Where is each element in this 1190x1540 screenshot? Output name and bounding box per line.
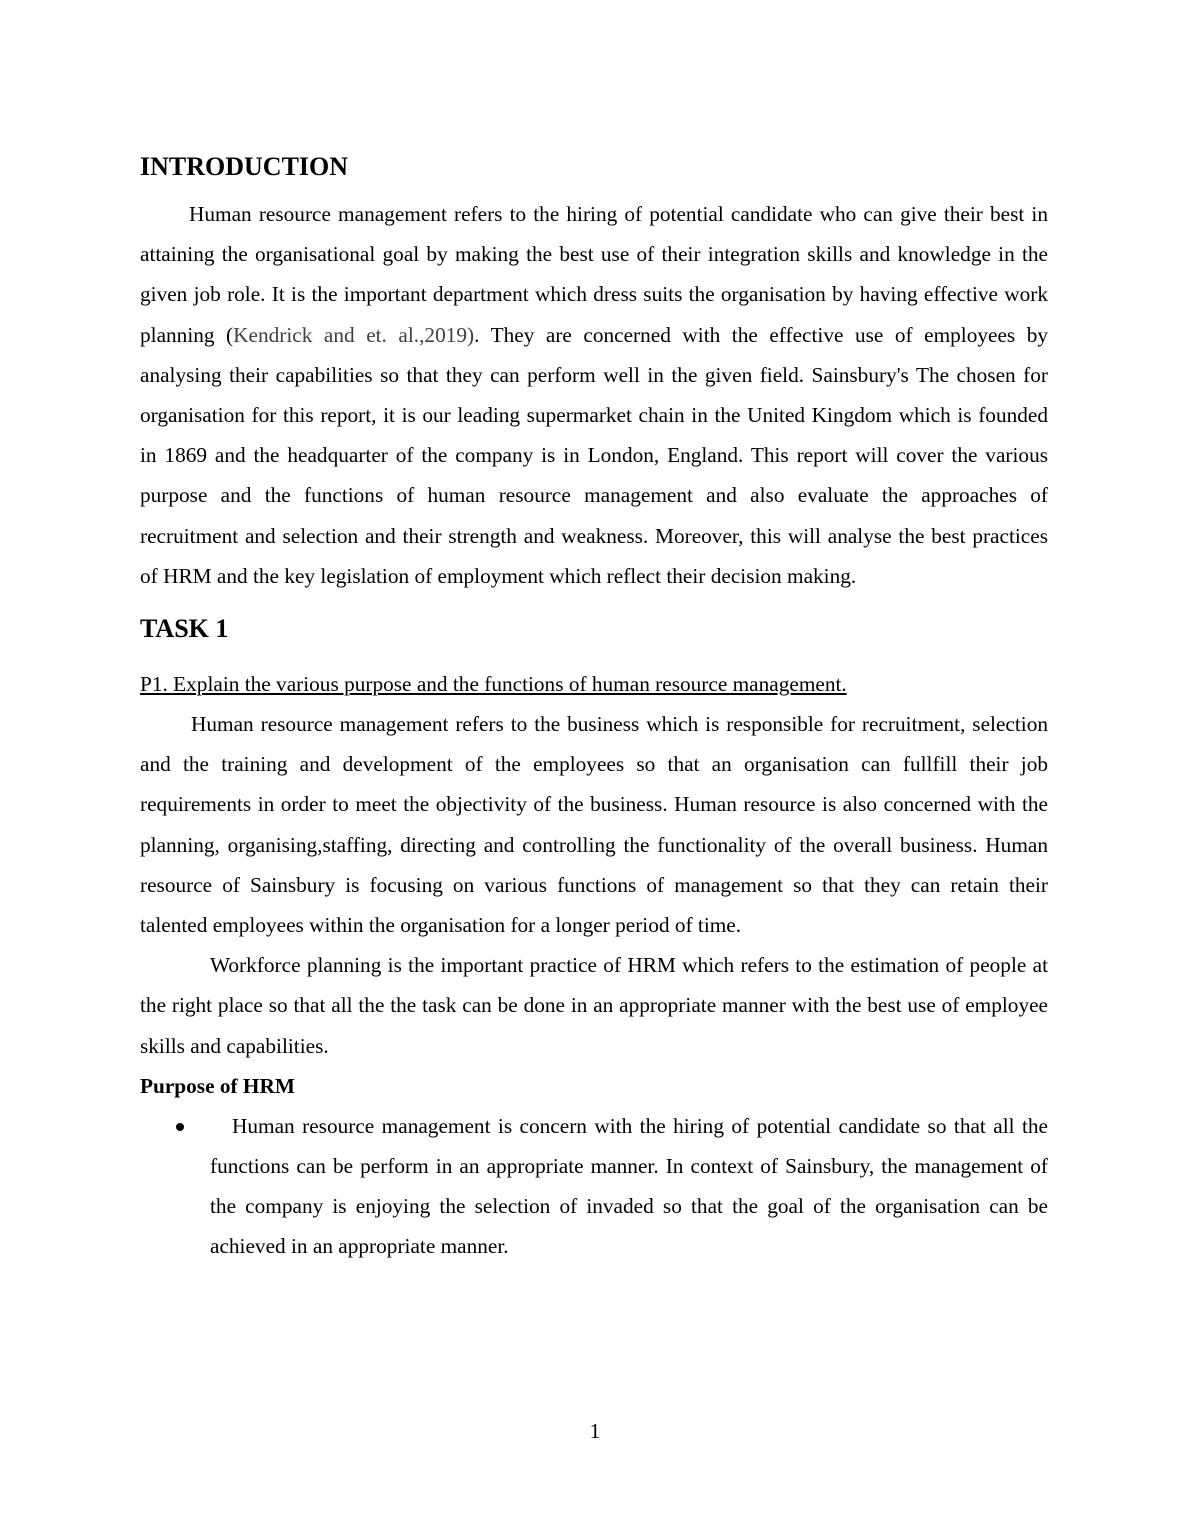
list-item — [140, 1106, 1048, 1267]
introduction-paragraph — [140, 194, 1048, 596]
bullet-icon — [176, 1123, 184, 1131]
introduction-heading: INTRODUCTION — [140, 152, 349, 181]
introduction-text-part1: Human resource management refers to the hiring of potential candidate who can give their best in attaining the organisational goal by making the best use of their integration skills and knowledge in the given job role. It is the important department which dress suits the organisation by having effective work planning ( — [140, 202, 1048, 347]
bullet-text: Human resource management is concern with the hiring of potential candidate so that all the functions can be perform in an appropriate manner. In context of Sainsbury, the management of the company is enjoying the selection of invaded so that the goal of the organisation can be achieved in an appropriate manner. — [210, 1113, 1048, 1259]
purpose-of-hrm-label: Purpose of HRM — [140, 1073, 295, 1098]
task1-heading: TASK 1 — [140, 614, 229, 644]
task1-subheading: P1. Explain the various purpose and the functions of human resource management. — [140, 672, 847, 697]
page-number: 1 — [589, 1419, 601, 1443]
citation: Kendrick and et. al.,2019) — [233, 322, 475, 347]
task1-paragraph-2: Workforce planning is the important practice of HRM which refers to the estimation of people at the right place so that all the the task can be done in an appropriate manner with the best use of employee skills and capabilities. — [140, 953, 1048, 1058]
page-content — [140, 148, 1048, 1267]
task1-paragraph-1: Human resource management refers to the business which is responsible for recruitment, selection and the training and development of the employees so that an organisation can fullfill their job requirements in order to meet the objectivity of the business. Human resource is also concerned with the planning, organising,staffing, directing and controlling the functionality of the overall business. Human resource of Sainsbury is focusing on various functions of management so that they can retain their talented employees within the organisation for a longer period of time. — [140, 712, 1048, 938]
introduction-text-part2: . They are concerned with the effective use of employees by analysing their capabilities so that they can perform well in the given field. Sainsbury's The chosen for organisation for this report, it is our leading supermarket chain in the United Kingdom which is founded in 1869 and the headquarter of the company is in London, England. This report will cover the various purpose and the functions of human resource management and also evaluate the approaches of recruitment and selection and their strength and weakness. Moreover, this will analyse the best practices of HRM and the key legislation of employment which reflect their decision making. — [140, 322, 1049, 588]
